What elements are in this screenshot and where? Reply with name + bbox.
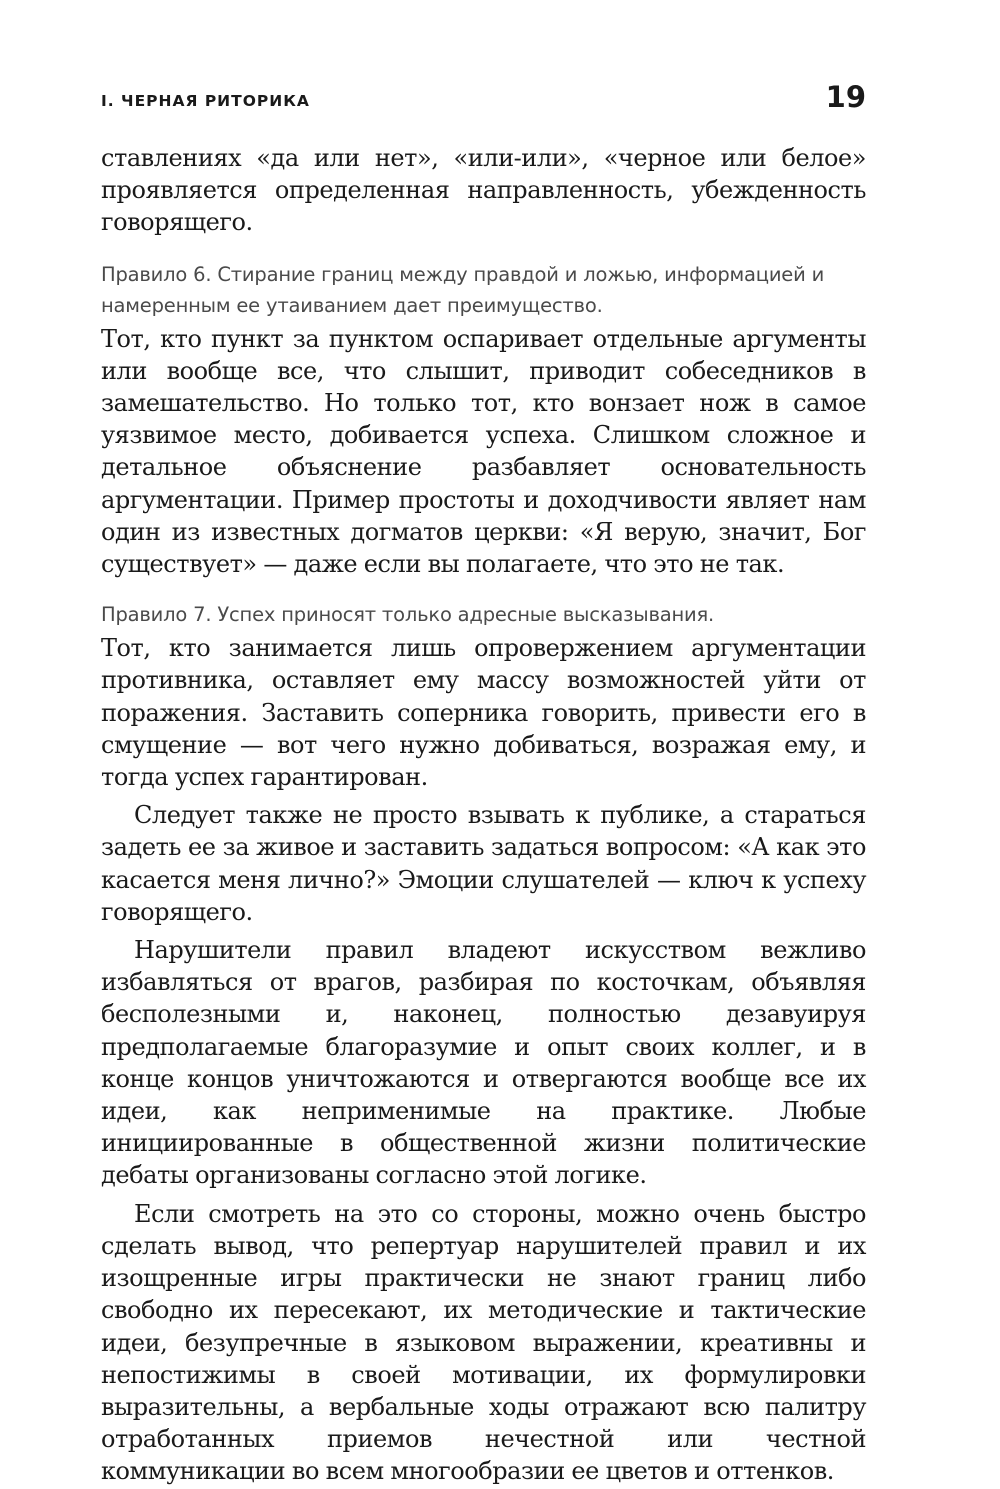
book-page: [101, 80, 866, 1488]
rule-6-heading: Правило 6. Стирание границ между правдой и ложью, информацией и намеренным ее утаиванием дает преимущество.: [101, 262, 825, 317]
paragraph-violators: Нарушители правил владеют искусством вежливо избавляться от врагов, разбирая по косточкам, объявляя бесполезными и, наконец, полностью дезавуируя предполагаемые благоразумие и опыт своих коллег, и в конце концов уничтожаются и отвергаются вообще все их идеи, как неприменимые на практике. Любые инициированные в общественной жизни политические дебаты организованы согласно этой логике.: [101, 936, 866, 1190]
rule-7-heading: Правило 7. Успех приносят только адресные высказывания.: [101, 603, 715, 627]
paragraph-repertoire: Если смотреть на это со стороны, можно очень быстро сделать вывод, что репертуар нарушителей правил и их изощренные игры практически не знают границ либо свободно их пересекают, их методические и тактические идеи, безупречные в языковом выражении, креативны и непостижимы в своей мотивации, их формулировки выразительны, а вербальные ходы отражают всю палитру отработанных приемов нечестной или честной коммуникации во всем многообразии ее цветов и оттенков.: [101, 1199, 866, 1486]
paragraph-audience: Следует также не просто взывать к публике, а стараться задеть ее за живое и заставить задаться вопросом: «А как это касается меня лично?» Эмоции слушателей — ключ к успеху говорящего.: [101, 801, 866, 926]
intro-paragraph: ставлениях «да или нет», «или-или», «черное или белое» проявляется определенная направленность, убежденность говорящего.: [101, 144, 866, 237]
rule-7-body: Тот, кто занимается лишь опровержением аргументации противника, оставляет ему массу возможностей уйти от поражения. Заставить соперника говорить, привести его в смущение — вот чего нужно добиваться, возражая ему, и тогда успех гарантирован.: [101, 634, 866, 792]
rule-6-body: Тот, кто пункт за пунктом оспаривает отдельные аргументы или вообще все, что слышит, приводит собеседников в замешательство. Но только тот, кто вонзает нож в самое уязвимое место, добивается успеха. Слишком сложное и детальное объяснение разбавляет основательность аргументации. Пример простоты и доходчивости являет нам один из известных догматов церкви: «Я верую, значит, Бог существует» — даже если вы полагаете, что это не так.: [101, 324, 866, 579]
running-head: [101, 80, 866, 122]
chapter-title: I. ЧЕРНАЯ РИТОРИКА: [101, 92, 310, 110]
page-number: 19: [825, 80, 866, 114]
